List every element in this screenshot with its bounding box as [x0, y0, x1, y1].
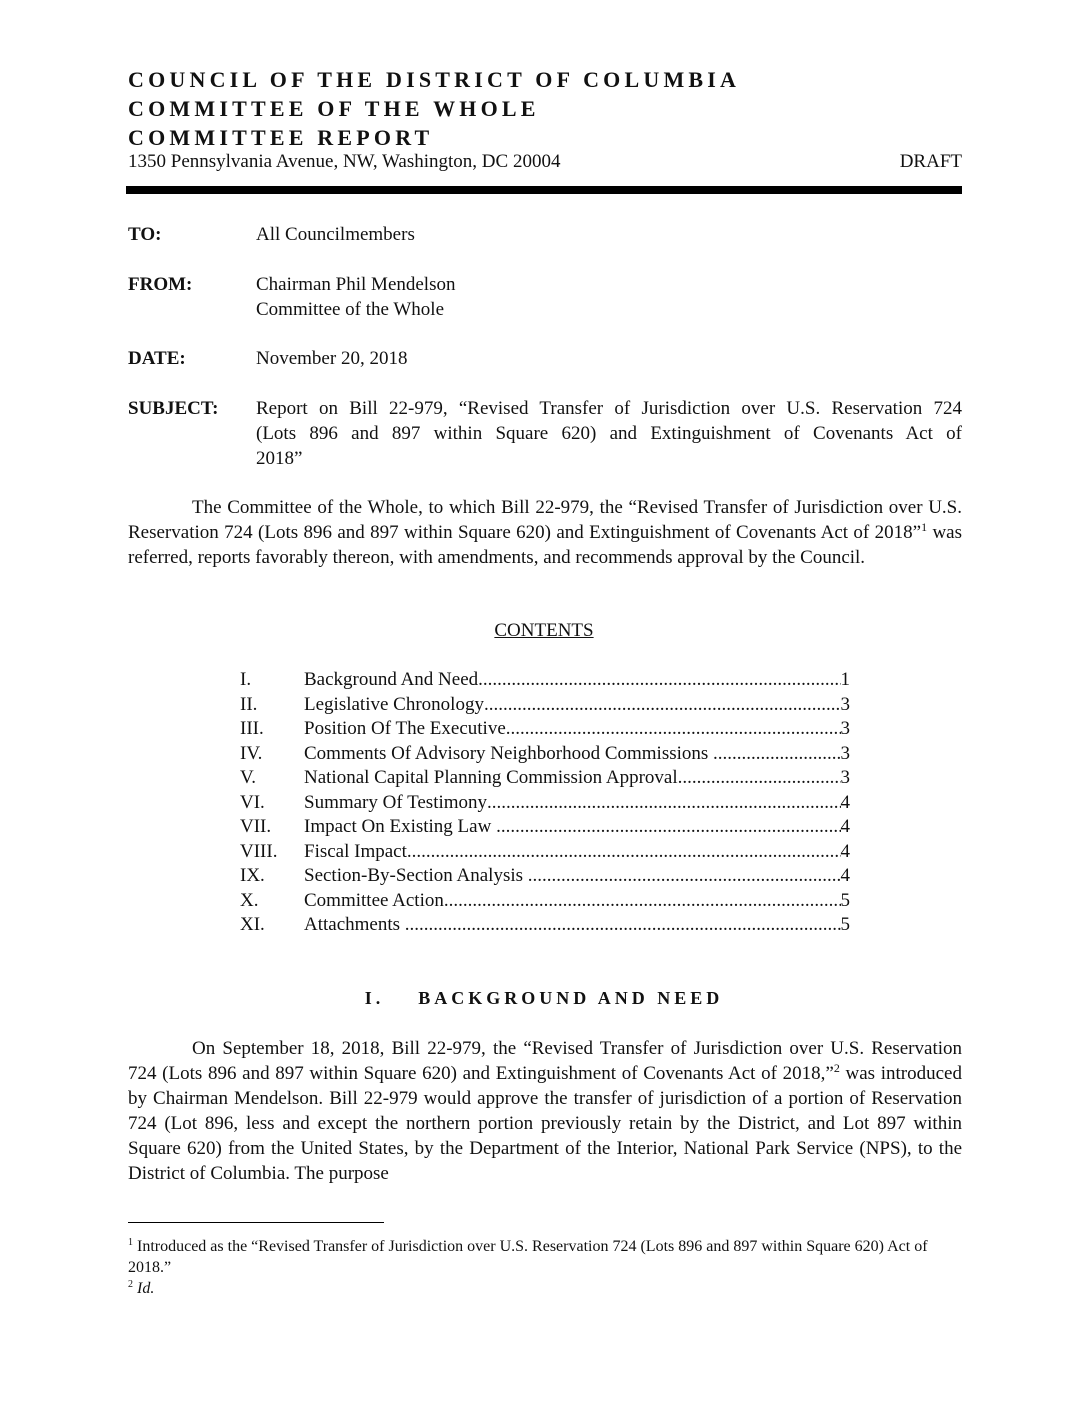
- toc-page-number: 4: [840, 865, 850, 886]
- footnote-2-text: Id.: [137, 1280, 155, 1297]
- toc-row[interactable]: [240, 791, 850, 816]
- to-value: All Councilmembers: [256, 224, 415, 245]
- toc-number: IX.: [240, 865, 265, 886]
- toc-row[interactable]: [240, 913, 850, 938]
- toc-entry: [304, 717, 850, 741]
- toc-leader-dots: [528, 864, 841, 888]
- toc-title: Position Of The Executive: [304, 718, 506, 739]
- contents-heading: CONTENTS: [494, 620, 594, 641]
- toc-row[interactable]: [240, 815, 850, 840]
- toc-page-number: 5: [840, 889, 850, 911]
- footnote-2-mark: 2: [128, 1279, 133, 1290]
- footnote-ref-2[interactable]: 2: [833, 1061, 840, 1075]
- toc-page-number: 3: [840, 742, 850, 764]
- intro-text-end: was referred, reports favorably thereon, with amendments, and recommends approval by the Council.: [128, 522, 962, 568]
- background-paragraph: [128, 1036, 962, 1186]
- toc-title: Committee Action: [304, 889, 444, 911]
- intro-paragraph: [128, 495, 962, 570]
- toc-entry: [304, 889, 850, 913]
- toc-leader-dots: [496, 815, 840, 839]
- toc-page-number: 5: [840, 914, 850, 935]
- toc-page-number: 4: [840, 816, 850, 837]
- toc-row[interactable]: [240, 668, 850, 693]
- toc-number: II.: [240, 693, 258, 715]
- section-heading-background: [0, 986, 1088, 1010]
- from-committee: Committee of the Whole: [256, 299, 445, 320]
- council-address: 1350 Pennsylvania Avenue, NW, Washington, DC 20004: [128, 151, 561, 172]
- toc-entry: [304, 693, 850, 717]
- to-label: TO:: [128, 224, 162, 245]
- toc-row[interactable]: [240, 840, 850, 865]
- toc-page-number: 3: [840, 693, 850, 715]
- toc-title: Section-By-Section Analysis: [304, 865, 528, 886]
- toc-leader-dots: [478, 668, 840, 692]
- toc-page-number: 3: [840, 767, 850, 788]
- toc-leader-dots: [506, 717, 841, 741]
- subject-line-2: (Lots 896 and 897 within Square 620) and Extinguishment of Covenants Act of: [256, 423, 962, 444]
- toc-row[interactable]: [240, 766, 850, 791]
- from-name: Chairman Phil Mendelson: [256, 274, 456, 295]
- background-text-end: was introduced by Chairman Mendelson. Bill 22-979 would approve the transfer of jurisdiction of a portion of Reservation 724 (Lot 896, less and except the northern portion previously retain by the District, and Lot 897 within Square 620) from the United States, by the Department of the Interior, National Park Service (NPS), to the District of Columbia. The purpose: [128, 1063, 962, 1184]
- toc-title: Attachments: [304, 914, 405, 935]
- toc-page-number: 1: [840, 669, 850, 690]
- footnote-1-mark: 1: [128, 1237, 133, 1248]
- subject-label: SUBJECT:: [128, 398, 219, 419]
- toc-leader-dots: [678, 766, 841, 790]
- footnote-1: [128, 1236, 962, 1278]
- toc-entry: [304, 864, 850, 888]
- subject-line-1: Report on Bill 22-979, “Revised Transfer of Jurisdiction over U.S. Reservation 724: [256, 398, 962, 419]
- footnote-rule: [128, 1222, 384, 1223]
- toc-page-number: 4: [840, 840, 850, 862]
- council-title: COUNCIL OF THE DISTRICT OF COLUMBIA: [128, 67, 741, 92]
- footnote-1-text: Introduced as the “Revised Transfer of Jurisdiction over U.S. Reservation 724 (Lots 896 and 897 within Square 620) Act of 2018.”: [128, 1238, 928, 1276]
- toc-title: Fiscal Impact: [304, 840, 407, 862]
- toc-number: VII.: [240, 816, 272, 837]
- draft-status: DRAFT: [899, 151, 962, 172]
- toc-number: X.: [240, 889, 259, 911]
- background-text: On September 18, 2018, Bill 22-979, the “Revised Transfer of Jurisdiction over U.S. Reservation 724 (Lots 896 and 897 within Square 620) and Extinguishment of Covenants Act of 2018,”: [128, 1038, 962, 1084]
- toc-entry: [304, 840, 850, 864]
- toc-number: IV.: [240, 742, 263, 764]
- toc-entry: [304, 913, 850, 937]
- from-label: FROM:: [128, 274, 193, 295]
- toc-leader-dots: [487, 791, 840, 815]
- footnote-2: [128, 1278, 962, 1299]
- toc-entry: [304, 815, 850, 839]
- date-value: November 20, 2018: [256, 348, 408, 369]
- toc-row[interactable]: [240, 693, 850, 718]
- toc-number: VIII.: [240, 840, 278, 862]
- toc-page-number: 3: [840, 718, 850, 739]
- section-heading-text: I. BACKGROUND AND NEED: [364, 988, 724, 1008]
- subject-line-3: 2018”: [256, 448, 303, 469]
- toc-leader-dots: [405, 913, 841, 937]
- toc-entry: [304, 742, 850, 766]
- table-of-contents: [240, 668, 850, 938]
- toc-number: XI.: [240, 914, 265, 935]
- toc-leader-dots: [484, 693, 841, 717]
- toc-number: III.: [240, 718, 264, 739]
- toc-page-number: 4: [840, 791, 850, 813]
- committee-title: COMMITTEE OF THE WHOLE: [128, 96, 540, 121]
- toc-row[interactable]: [240, 889, 850, 914]
- toc-row[interactable]: [240, 742, 850, 767]
- toc-leader-dots: [713, 742, 840, 766]
- toc-leader-dots: [407, 840, 841, 864]
- toc-title: National Capital Planning Commission Approval: [304, 767, 678, 788]
- toc-entry: [304, 668, 850, 692]
- toc-title: Background And Need: [304, 669, 479, 690]
- report-title: COMMITTEE REPORT: [128, 125, 434, 150]
- toc-leader-dots: [444, 889, 841, 913]
- toc-row[interactable]: [240, 717, 850, 742]
- intro-text: The Committee of the Whole, to which Bill 22-979, the “Revised Transfer of Jurisdiction over U.S. Reservation 724 (Lots 896 and 897 within Square 620) and Extinguishment of Covenants Act of 2018”: [128, 497, 962, 543]
- toc-number: V.: [240, 767, 257, 788]
- footnote-ref-1[interactable]: 1: [921, 520, 928, 534]
- header-rule: [126, 186, 962, 194]
- toc-number: VI.: [240, 791, 265, 813]
- toc-title: Summary Of Testimony: [304, 791, 488, 813]
- toc-number: I.: [240, 669, 252, 690]
- footnotes: [128, 1236, 962, 1299]
- date-label: DATE:: [128, 348, 186, 369]
- toc-entry: [304, 791, 850, 815]
- toc-title: Comments Of Advisory Neighborhood Commissions: [304, 742, 714, 764]
- toc-row[interactable]: [240, 864, 850, 889]
- toc-entry: [304, 766, 850, 790]
- toc-title: Legislative Chronology: [304, 693, 484, 715]
- toc-title: Impact On Existing Law: [304, 816, 497, 837]
